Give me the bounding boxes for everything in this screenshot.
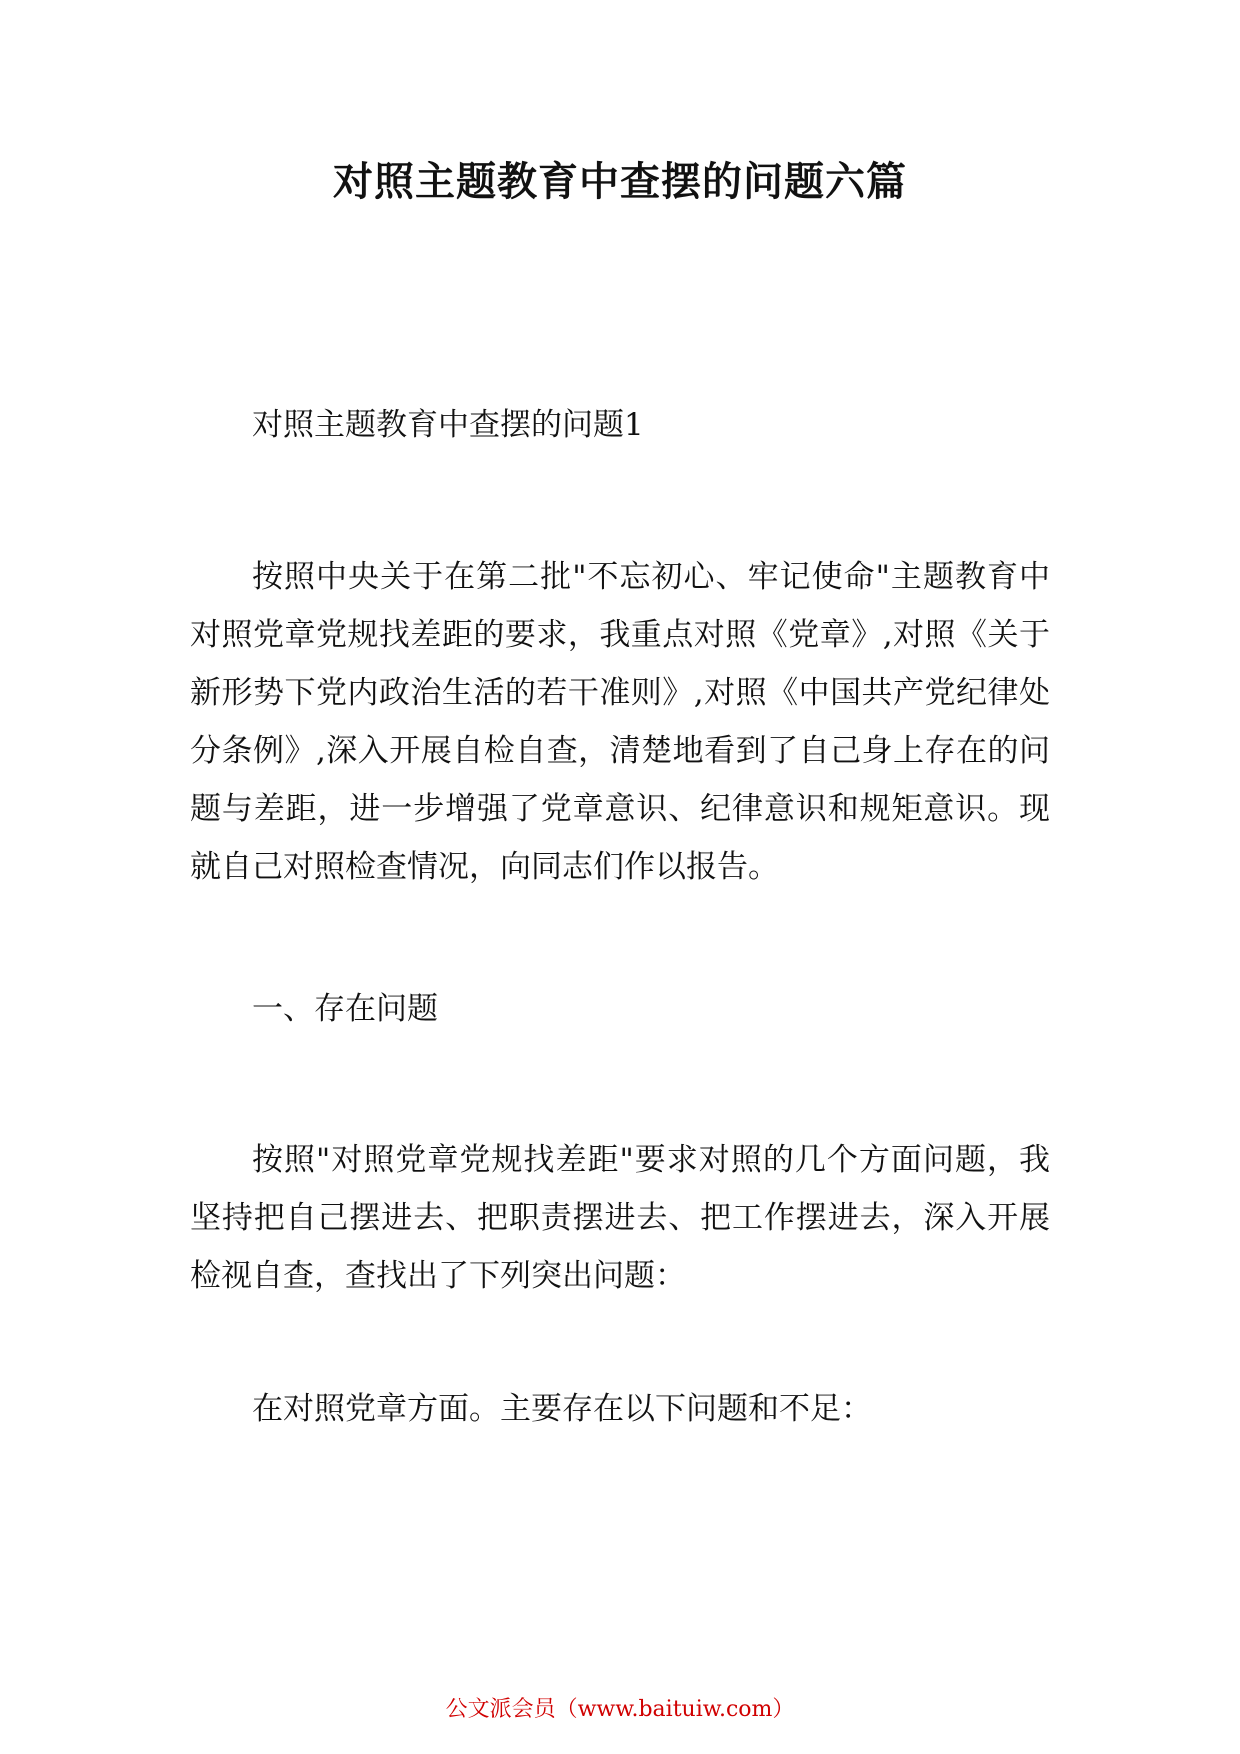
section-heading: 对照主题教育中查摆的问题1 (252, 407, 644, 443)
footer-watermark-link[interactable]: 公文派会员（www.baituiw.com） (445, 1697, 795, 1722)
paragraph-intro: 按照中央关于在第二批"不忘初心、牢记使命"主题教育中对照党章党规找差距的要求，我重点对照《党章》,对照《关于新形势下党内政治生活的若干准则》,对照《中国共产党纪律处分条例》,深入开展自检自查，清楚地看到了自己身上存在的问题与差距，进一步增强了党章意识、纪律意识和规矩意识。现就自己对照检查情况，向同志们作以报告。 (190, 559, 1050, 885)
subheading-existing-problems: 一、存在问题 (252, 991, 438, 1027)
document-title: 对照主题教育中查摆的问题六篇 (333, 159, 907, 205)
paragraph-party-constitution: 在对照党章方面。主要存在以下问题和不足： (252, 1391, 872, 1427)
paragraph-problems-overview: 按照"对照党章党规找差距"要求对照的几个方面问题，我坚持把自己摆进去、把职责摆进去、把工作摆进去，深入开展检视自查，查找出了下列突出问题： (190, 1142, 1050, 1294)
